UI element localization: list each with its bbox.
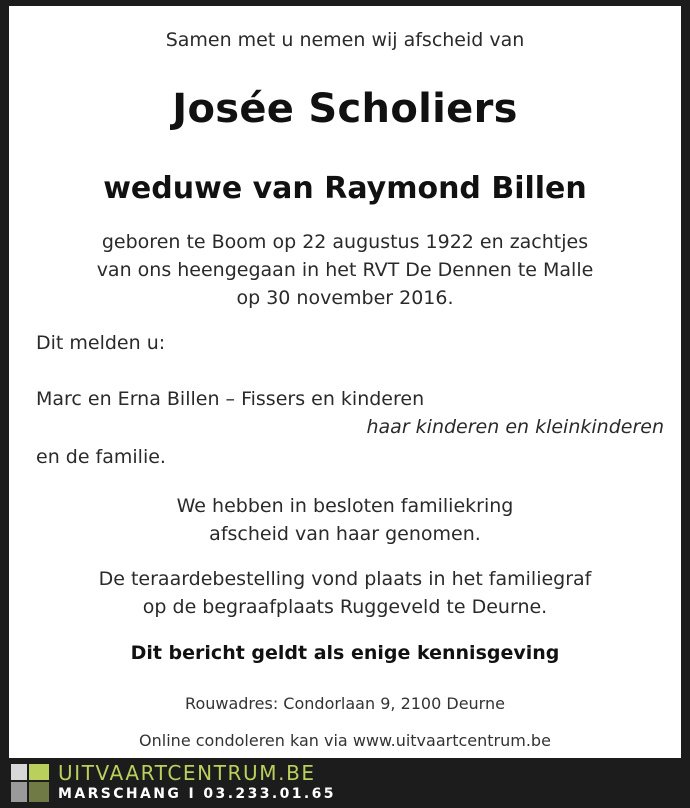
funeral-home-contact: MARSCHANG I 03.233.01.65	[58, 786, 336, 802]
children-role: haar kinderen en kleinkinderen	[366, 416, 664, 438]
birth-line: op 30 november 2016.	[236, 287, 454, 309]
obituary-paper	[9, 6, 681, 758]
intro-text: Samen met u nemen wij afscheid van	[165, 29, 525, 51]
funeral-home-footer	[0, 758, 690, 808]
sole-notice-text: Dit bericht geldt als enige kennisgeving	[130, 642, 560, 664]
funeral-home-logo-icon	[11, 764, 49, 802]
privacy-line: afscheid van haar genomen.	[209, 523, 481, 545]
burial-line: op de begraafplaats Ruggeveld te Deurne.	[142, 596, 548, 618]
widow-of-line: weduwe van Raymond Billen	[103, 171, 587, 206]
birth-line: geboren te Boom op 22 augustus 1922 en zachtjes	[101, 231, 589, 253]
announced-by-label: Dit melden u:	[36, 332, 166, 354]
birth-line: van ons heengegaan in het RVT De Dennen te Malle	[96, 259, 594, 281]
deceased-name: Josée Scholiers	[172, 86, 518, 132]
birth-death-details	[9, 228, 681, 312]
mourning-address: Rouwadres: Condorlaan 9, 2100 Deurne	[185, 694, 505, 713]
children-names: Marc en Erna Billen – Fissers en kinderen	[36, 388, 425, 410]
burial-line: De teraardebestelling vond plaats in het familiegraf	[98, 568, 592, 590]
funeral-home-brand: UITVAARTCENTRUM.BE	[58, 761, 316, 785]
online-condolence-text: Online condoleren kan via www.uitvaartcentrum.be	[139, 731, 551, 750]
privacy-line: We hebben in besloten familiekring	[176, 495, 514, 517]
family-line: en de familie.	[36, 446, 166, 468]
burial-text	[9, 565, 681, 621]
private-ceremony-text	[9, 492, 681, 548]
